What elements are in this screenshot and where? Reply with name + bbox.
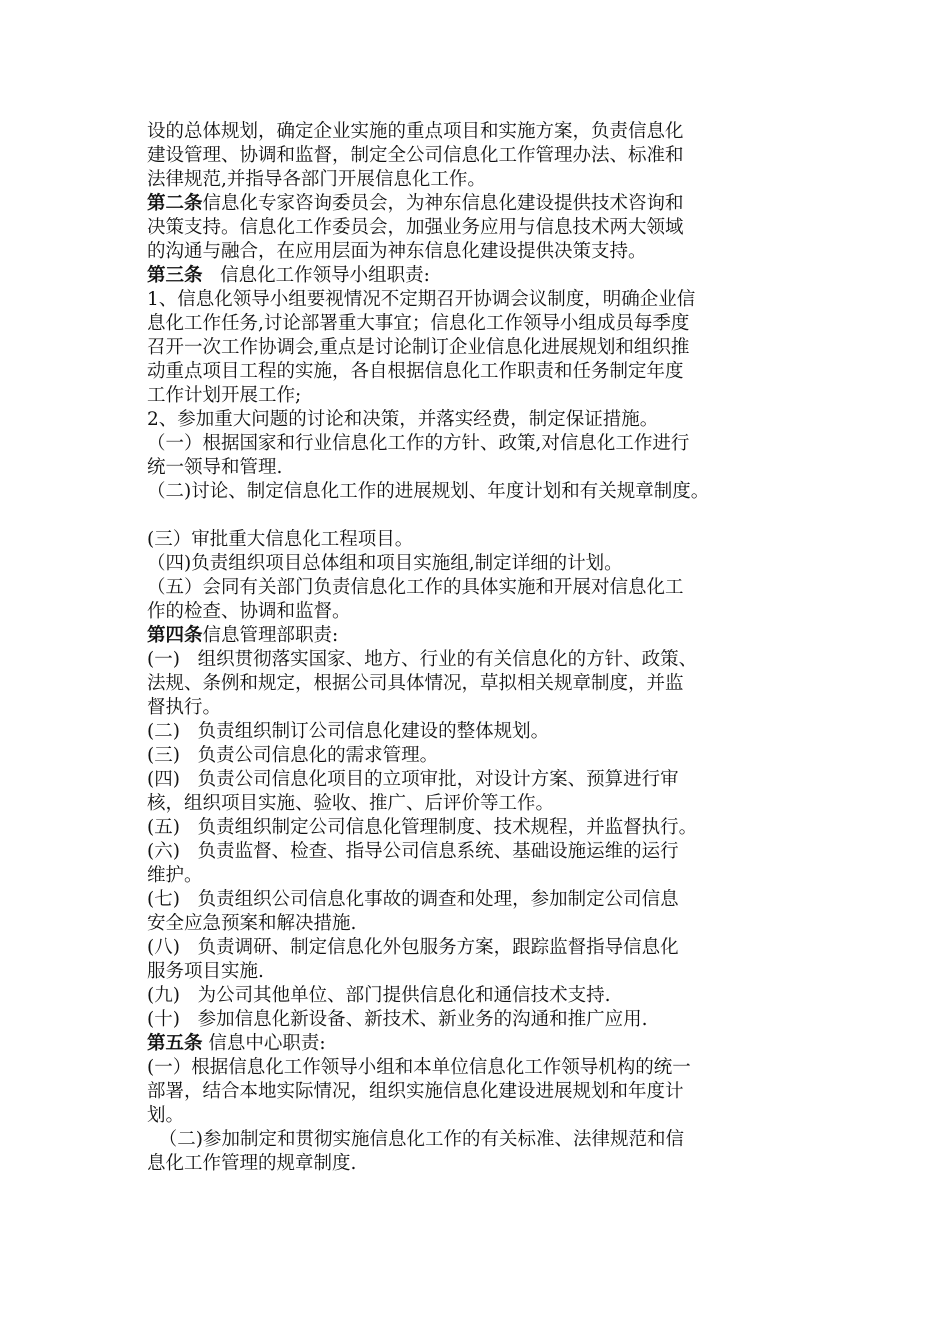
text-line: [147, 432, 837, 456]
text-line: [147, 792, 837, 816]
line-text: 设的总体规划，确定企业实施的重点项目和实施方案，负责信息化: [147, 121, 684, 142]
text-line: [147, 336, 837, 360]
line-text: 核，组织项目实施、验收、推广、后评价等工作。: [147, 793, 555, 814]
line-text: (一）根据信息化工作领导小组和本单位信息化工作领导机构的统一: [147, 1057, 691, 1078]
line-text: 信息化工作领导小组职责:: [202, 265, 430, 286]
article-paragraph: [147, 264, 837, 288]
line-text: （一）根据国家和行业信息化工作的方针、政策,对信息化工作进行: [147, 433, 690, 454]
line-text: 建设管理、协调和监督，制定全公司信息化工作管理办法、标准和: [147, 145, 684, 166]
line-text: (十) 参加信息化新设备、新技术、新业务的沟通和推广应用.: [147, 1009, 648, 1030]
text-line: [147, 1080, 837, 1104]
article-heading: 第四条: [147, 625, 203, 646]
line-text: (八) 负责调研、制定信息化外包服务方案，跟踪监督指导信息化: [147, 937, 679, 958]
paragraph: [147, 744, 837, 768]
text-line: [147, 936, 837, 960]
line-text: 部署，结合本地实际情况，组织实施信息化建设进展规划和年度计: [147, 1081, 684, 1102]
paragraph: [147, 1128, 837, 1176]
line-text: (一) 组织贯彻落实国家、地方、行业的有关信息化的方针、政策、: [147, 649, 698, 670]
line-text: （五）会同有关部门负责信息化工作的具体实施和开展对信息化工: [147, 577, 684, 598]
paragraph: [147, 720, 837, 744]
paragraph: [147, 432, 837, 480]
line-text: (三) 负责公司信息化的需求管理。: [147, 745, 439, 766]
line-text: (九) 为公司其他单位、部门提供信息化和通信技术支持.: [147, 985, 611, 1006]
line-text: （二)讨论、制定信息化工作的进展规划、年度计划和有关规章制度。: [147, 481, 710, 502]
blank-line: [147, 504, 837, 528]
article-paragraph: [147, 624, 837, 648]
text-line: [147, 648, 837, 672]
line-text: 召开一次工作协调会,重点是讨论制订企业信息化进展规划和组织推: [147, 337, 690, 358]
text-line: [147, 312, 837, 336]
text-line: [147, 480, 837, 504]
paragraph: [147, 648, 837, 720]
paragraph: [147, 840, 837, 888]
article-heading: 第二条: [147, 193, 203, 214]
text-line: [147, 576, 837, 600]
text-line: [147, 960, 837, 984]
text-line: [147, 1152, 837, 1176]
text-line: [147, 264, 837, 288]
article-heading: 第五条: [147, 1033, 203, 1054]
line-text: (三）审批重大信息化工程项目。: [147, 529, 414, 550]
article-paragraph: [147, 1032, 837, 1056]
line-text: (四) 负责公司信息化项目的立项审批，对设计方案、预算进行审: [147, 769, 679, 790]
text-line: [147, 768, 837, 792]
paragraph: [147, 984, 837, 1008]
line-text: 决策支持。信息化工作委员会，加强业务应用与信息技术两大领域: [147, 217, 684, 238]
document-page: [147, 120, 837, 1176]
text-line: [147, 192, 837, 216]
text-line: [147, 384, 837, 408]
paragraph: [147, 1008, 837, 1032]
paragraph: [147, 576, 837, 624]
line-text: 划。: [147, 1105, 185, 1126]
line-text: 的沟通与融合，在应用层面为神东信息化建设提供决策支持。: [147, 241, 647, 262]
paragraph: [147, 408, 837, 432]
paragraph: [147, 816, 837, 840]
line-text: 统一领导和管理.: [147, 457, 283, 478]
line-text: (二) 负责组织制订公司信息化建设的整体规划。: [147, 721, 550, 742]
text-line: [147, 840, 837, 864]
line-text: 信息化专家咨询委员会，为神东信息化建设提供技术咨询和: [202, 193, 684, 214]
line-text: 法律规范,并指导各部门开展信息化工作。: [147, 169, 486, 190]
line-text: 信息中心职责:: [202, 1033, 326, 1054]
text-line: [147, 912, 837, 936]
line-text: 息化工作管理的规章制度.: [147, 1153, 357, 1174]
line-text: 督执行。: [147, 697, 222, 718]
line-text: 法规、条例和规定，根据公司具体情况，草拟相关规章制度，并监: [147, 673, 684, 694]
article-heading: 第三条: [147, 265, 203, 286]
line-text: （四)负责组织项目总体组和项目实施组,制定详细的计划。: [147, 553, 623, 574]
text-line: [147, 456, 837, 480]
text-line: [147, 168, 837, 192]
text-line: [147, 288, 837, 312]
line-text: 1、信息化领导小组要视情况不定期召开协调会议制度，明确企业信: [147, 289, 696, 310]
text-line: [147, 864, 837, 888]
text-line: [147, 240, 837, 264]
text-line: [147, 144, 837, 168]
paragraph: [147, 888, 837, 936]
paragraph: [147, 768, 837, 816]
text-line: [147, 528, 837, 552]
article-paragraph: [147, 192, 837, 264]
line-text: 服务项目实施.: [147, 961, 264, 982]
text-line: [147, 720, 837, 744]
line-text: 信息管理部职责:: [202, 625, 339, 646]
paragraph: [147, 1056, 837, 1128]
text-line: [147, 744, 837, 768]
text-line: [147, 1032, 837, 1056]
line-text: 2、参加重大问题的讨论和决策，并落实经费，制定保证措施。: [147, 409, 659, 430]
line-text: 动重点项目工程的实施，各自根据信息化工作职责和任务制定年度: [147, 361, 684, 382]
line-text: (七) 负责组织公司信息化事故的调查和处理，参加制定公司信息: [147, 889, 679, 910]
line-text: 安全应急预案和解决措施.: [147, 913, 357, 934]
text-line: [147, 672, 837, 696]
line-text: 息化工作任务,讨论部署重大事宜；信息化工作领导小组成员每季度: [147, 313, 690, 334]
text-line: [147, 408, 837, 432]
paragraph: [147, 480, 837, 504]
paragraph: [147, 552, 837, 576]
text-line: [147, 816, 837, 840]
line-text: 作的检查、协调和监督。: [147, 601, 351, 622]
line-text: (五) 负责组织制定公司信息化管理制度、技术规程，并监督执行。: [147, 817, 698, 838]
text-line: [147, 624, 837, 648]
line-text: 工作计划开展工作;: [147, 385, 302, 406]
paragraph: [147, 936, 837, 984]
line-text: 维护。: [147, 865, 203, 886]
paragraph: [147, 528, 837, 552]
line-text: （二)参加制定和贯彻实施信息化工作的有关标准、法律规范和信: [147, 1129, 684, 1150]
text-line: [147, 1128, 837, 1152]
text-line: [147, 1104, 837, 1128]
paragraph: [147, 288, 837, 408]
text-line: [147, 120, 837, 144]
text-line: [147, 984, 837, 1008]
paragraph: [147, 120, 837, 192]
text-line: [147, 360, 837, 384]
line-text: (六) 负责监督、检查、指导公司信息系统、基础设施运维的运行: [147, 841, 679, 862]
text-line: [147, 552, 837, 576]
text-line: [147, 696, 837, 720]
text-line: [147, 1008, 837, 1032]
text-line: [147, 600, 837, 624]
text-line: [147, 216, 837, 240]
text-line: [147, 888, 837, 912]
text-line: [147, 1056, 837, 1080]
